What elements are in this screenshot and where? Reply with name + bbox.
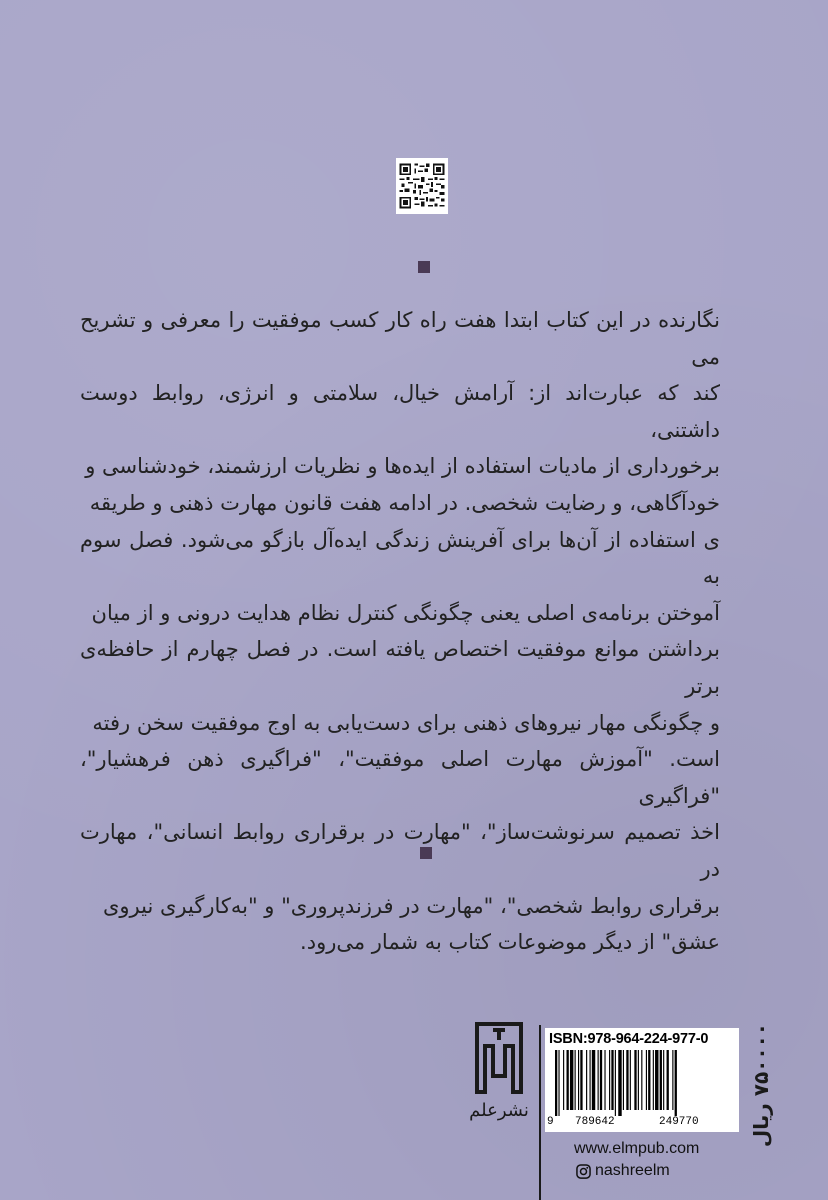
description-line: عشق" از دیگر موضوعات کتاب به شمار می‌رود. <box>300 930 720 955</box>
barcode-bar <box>570 1050 573 1110</box>
barcode-right-group: 249770 <box>659 1116 699 1128</box>
barcode-left-group: 789642 <box>575 1116 615 1128</box>
description-line: برقراری روابط شخصی"، "مهارت در فرزندپروری" و "به‌کارگیری نیروی <box>102 893 720 918</box>
barcode-bar <box>626 1050 628 1110</box>
instagram-handle <box>576 1162 670 1180</box>
barcode-bar <box>586 1050 587 1110</box>
barcode-bar <box>672 1050 673 1110</box>
barcode-bar <box>555 1050 557 1116</box>
barcode-bar <box>578 1050 579 1110</box>
barcode-bar <box>653 1050 654 1110</box>
isbn-number: ISBN:978-964-224-977-0 <box>549 1031 709 1047</box>
qr-code-icon <box>398 160 446 212</box>
barcode-bar <box>660 1050 662 1110</box>
description-line: خودآگاهی، و رضایت شخصی. در ادامه هفت قانون مهارت ذهنی و طریقه <box>89 490 720 515</box>
barcode-bar <box>667 1050 669 1110</box>
description-line: اخذ تصمیم سرنوشت‌ساز"، "مهارت در برقراری روابط انسانی"، مهارت در <box>80 820 720 881</box>
barcode-bar <box>558 1050 559 1116</box>
barcode-bar <box>648 1050 650 1110</box>
barcode-bar <box>655 1050 658 1110</box>
instagram-icon <box>576 1164 591 1179</box>
barcode-bar <box>609 1050 610 1110</box>
barcode-bar <box>641 1050 642 1110</box>
barcode-bar <box>618 1050 621 1116</box>
description-line: کند که عبارت‌اند از: آرامش خیال، سلامتی و انرژی، روابط دوست داشتنی، <box>80 381 720 442</box>
description-line: آموختن برنامه‌ی اصلی یعنی چگونگی کنترل نظام هدایت درونی و از میان <box>91 600 720 625</box>
website-url: www.elmpub.com <box>574 1140 700 1157</box>
barcode-lead-digit: 9 <box>547 1116 554 1128</box>
barcode-bar <box>567 1050 569 1110</box>
barcode-bar <box>592 1050 595 1110</box>
description-line: برداشتن موانع موفقیت اختصاص یافته است. در فصل چهارم از حافظه‌ی برتر <box>80 637 720 698</box>
isbn-barcode <box>545 1028 739 1132</box>
barcode-bar <box>663 1050 664 1110</box>
barcode-bars <box>549 1050 733 1116</box>
barcode-bar <box>615 1050 616 1116</box>
barcode-bar <box>600 1050 602 1110</box>
publisher-name: نشرعلم <box>469 1100 529 1121</box>
barcode-bar <box>580 1050 582 1110</box>
barcode-bar <box>598 1050 599 1110</box>
price-text: ۷۵۰۰۰۰ ریال <box>749 1022 773 1148</box>
divider-line <box>539 1025 541 1200</box>
description-line: ی استفاده از آن‌ها برای آفرینش زندگی ایده‌آل بازگو می‌شود. فصل سوم به <box>80 527 720 589</box>
barcode-bar <box>634 1050 636 1110</box>
ornament-square-top <box>418 261 430 273</box>
ornament-square-bottom <box>420 847 432 859</box>
elm-publisher-logo-icon <box>474 1022 524 1094</box>
barcode-bar <box>623 1050 624 1110</box>
description-line: و چگونگی مهار نیروهای ذهنی برای دست‌یابی به اوج موفقیت سخن رفته <box>92 710 720 735</box>
barcode-bar <box>563 1050 564 1110</box>
barcode-bar <box>590 1050 591 1110</box>
book-description <box>80 302 720 961</box>
barcode-bar <box>604 1050 605 1110</box>
barcode-bar <box>675 1050 677 1116</box>
barcode-bar <box>630 1050 631 1110</box>
description-line: نگارنده در این کتاب ابتدا هفت راه کار کسب موفقیت را معرفی و تشریح می <box>80 308 720 369</box>
description-line: برخورداری از مادیات استفاده از ایده‌ها و نظریات ارزشمند، خودشناسی و <box>85 454 720 479</box>
description-line: است. "آموزش مهارت اصلی موفقیت"، "فراگیری ذهن فرهشیار"، "فراگیری <box>80 747 720 808</box>
publisher-logo <box>462 1022 536 1156</box>
barcode-bar <box>646 1050 647 1110</box>
barcode-digits <box>549 1116 735 1130</box>
barcode-bar <box>611 1050 613 1110</box>
barcode-bar <box>638 1050 639 1110</box>
qr-code <box>396 158 448 214</box>
instagram-handle-text: nashreelm <box>595 1162 670 1179</box>
barcode-bar <box>575 1050 576 1110</box>
price-label <box>742 1022 780 1148</box>
